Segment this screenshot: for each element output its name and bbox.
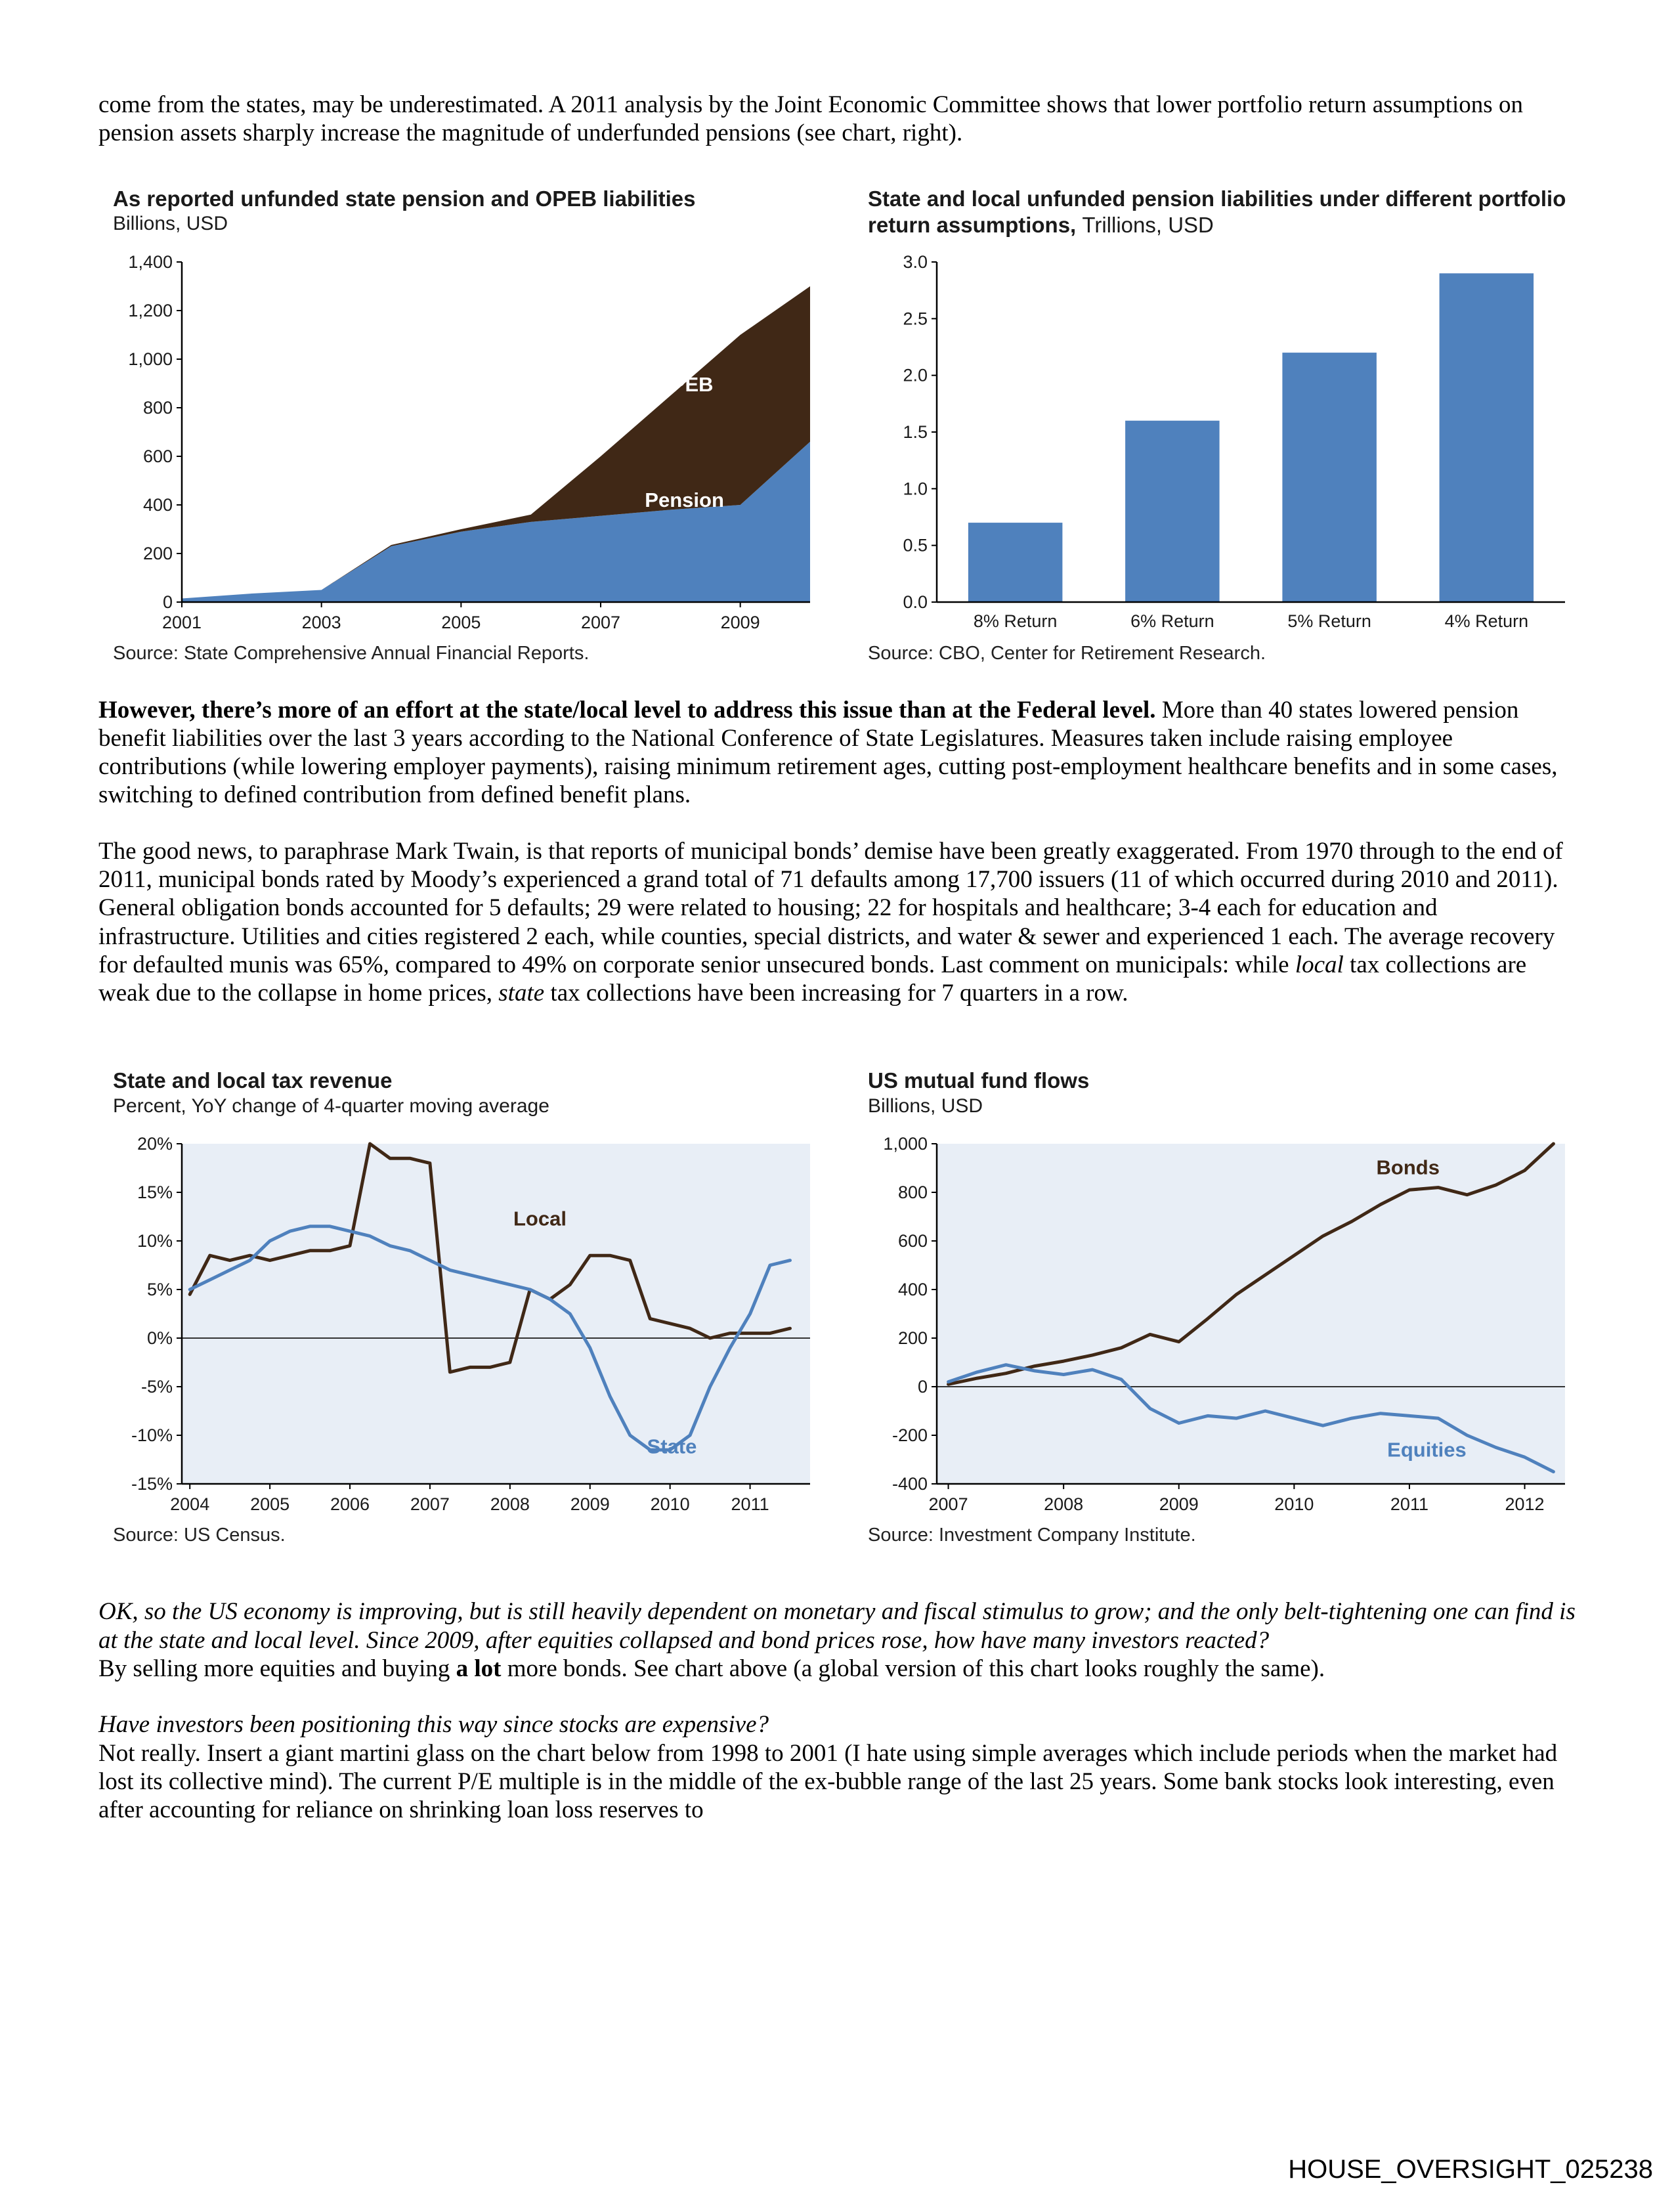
x-tick-label: 5% Return [1287, 611, 1371, 631]
y-tick-label: 400 [142, 494, 173, 515]
tax-revenue-line-chart [113, 1135, 822, 1522]
y-tick-label: 1,000 [883, 1135, 928, 1154]
x-tick-label: 4% Return [1444, 611, 1529, 631]
y-tick-label: 2.0 [903, 365, 928, 385]
y-tick-label: 10% [137, 1231, 173, 1251]
series-label-equities: Equities [1387, 1438, 1467, 1462]
chart-fund-flows [868, 1068, 1577, 1546]
x-tick-label: 2007 [580, 612, 621, 632]
x-tick-label: 2012 [1505, 1494, 1545, 1515]
y-tick-label: 0 [162, 592, 173, 612]
y-tick-label: -5% [140, 1377, 173, 1397]
x-tick-label: 2003 [301, 612, 341, 632]
y-tick-label: 3.0 [903, 252, 928, 272]
y-tick-label: 1.0 [903, 478, 928, 498]
y-tick-label: 0% [146, 1328, 173, 1349]
x-tick-label: 2011 [731, 1494, 769, 1515]
y-tick-label: 15% [137, 1182, 173, 1203]
return-assumptions-bar-chart [868, 253, 1577, 640]
x-tick-label: 2008 [490, 1494, 530, 1515]
bar-4-return [1440, 273, 1534, 602]
chart-title: As reported unfunded state pension and OPEB liabilities [113, 186, 696, 211]
y-tick-label: 1,400 [128, 252, 173, 272]
y-tick-label: 1,000 [128, 349, 173, 369]
paragraph-ok-question: OK, so the US economy is improving, but is still heavily dependent on monetary and fiscal stimulus to grow; and the only belt-tightening one can find is at the state and local level. Since 2009, after equities collapsed and bond prices rose, how have many investors reacted? [98, 1598, 1576, 1654]
x-tick-label: 2007 [410, 1494, 450, 1515]
y-tick-label: 800 [142, 397, 173, 418]
chart-source: Source: CBO, Center for Retirement Research. [868, 642, 1266, 664]
x-tick-label: 2011 [1390, 1494, 1428, 1515]
bar-5-return [1282, 353, 1376, 602]
chart-source: Source: State Comprehensive Annual Financial Reports. [113, 642, 590, 664]
x-tick-label: 2010 [1274, 1494, 1314, 1515]
y-tick-label: -200 [891, 1425, 928, 1446]
x-tick-label: 2004 [170, 1494, 210, 1515]
chart-header [113, 1068, 822, 1131]
series-label-local: Local [513, 1207, 567, 1230]
bold-lead: However, there’s more of an effort at the state/local level to address this issue than at the Federal level. [98, 696, 1156, 724]
y-tick-label: 400 [897, 1280, 928, 1300]
chart-subtitle: Billions, USD [868, 1095, 983, 1117]
paragraph-positioning-question: Have investors been positioning this way since stocks are expensive? [98, 1711, 769, 1739]
y-tick-label: -10% [131, 1425, 173, 1446]
text-segment: more bonds. See chart above (a global version of this chart looks roughly the same). [501, 1655, 1325, 1682]
chart-header [868, 186, 1577, 249]
x-tick-label: 6% Return [1130, 611, 1214, 631]
y-tick-label: 200 [897, 1328, 928, 1349]
x-tick-label: 2005 [250, 1494, 290, 1515]
bar-6-return [1125, 420, 1220, 601]
series-label-opeb: OPEB [655, 372, 714, 396]
x-tick-label: 2008 [1044, 1494, 1084, 1515]
charts-row-2 [113, 1068, 1576, 1546]
y-tick-label: 600 [897, 1231, 928, 1251]
y-tick-label: 2.5 [903, 308, 928, 328]
chart-source: Source: US Census. [113, 1525, 286, 1546]
bar-8-return [968, 523, 1063, 602]
pension-opeb-stacked-area-chart [113, 253, 822, 640]
text-segment: tax collections have been increasing for 7 quarters in a row. [544, 980, 1128, 1007]
x-tick-label: 2010 [650, 1494, 690, 1515]
y-tick-label: 0.0 [903, 592, 928, 612]
y-tick-label: -15% [131, 1474, 173, 1494]
chart-title [868, 186, 1577, 239]
x-tick-label: 2006 [330, 1494, 370, 1515]
paragraph-good-news [98, 837, 1576, 1008]
series-label-pension: Pension [645, 488, 724, 511]
paragraph-state-local-effort [98, 696, 1576, 810]
x-tick-label: 2007 [928, 1494, 968, 1515]
x-tick-label: 2009 [1159, 1494, 1199, 1515]
x-tick-label: 8% Return [973, 611, 1058, 631]
y-tick-label: 20% [137, 1135, 173, 1154]
y-tick-label: 200 [142, 543, 173, 563]
chart-subtitle: Billions, USD [113, 212, 228, 234]
italic-local: local [1295, 951, 1344, 978]
italic-state: state [498, 980, 545, 1007]
text-segment: tax collections are weak due to the collapse in home prices, [98, 951, 1527, 1007]
y-tick-label: 800 [897, 1182, 928, 1203]
chart-title-units: Trillions, USD [1082, 212, 1214, 237]
y-tick-label: 0 [917, 1377, 928, 1397]
x-tick-label: 2005 [441, 612, 481, 632]
series-label-bonds: Bonds [1376, 1156, 1440, 1179]
document-id-footer: HOUSE_OVERSIGHT_025238 [1288, 2155, 1653, 2184]
x-tick-label: 2001 [161, 612, 202, 632]
plot-area [182, 1144, 810, 1484]
chart-header [113, 186, 822, 249]
y-tick-label: 0.5 [903, 535, 928, 555]
y-tick-label: 600 [142, 446, 173, 466]
y-tick-label: 5% [146, 1280, 173, 1300]
y-tick-label: 1.5 [903, 422, 928, 442]
chart-pension-opeb [113, 186, 822, 664]
paragraph-positioning-answer: Not really. Insert a giant martini glass on the chart below from 1998 to 2001 (I hate using simple averages which include periods when the market had lost its collective mind). The current P/E multiple is in the middle of the ex-bubble range of the last 25 years. Some bank stocks look interesting, even after accounting for reliance on shrinking loan loss reserves to [98, 1739, 1558, 1824]
charts-row-1 [113, 186, 1576, 664]
chart-tax-revenue [113, 1068, 822, 1546]
chart-header [868, 1068, 1577, 1131]
paragraph-rest: More than 40 states lowered pension benefit liabilities over the last 3 years according to the National Conference of State Legislatures. Measures taken include raising employee contributions (while lowering employer payments), raising minimum retirement ages, cutting post-employment healthcare benefits and in some cases, switching to defined contribution from defined benefit plans. [98, 696, 1558, 809]
chart-title-bold: State and local unfunded pension liabilities under different portfolio return assumptions, [868, 186, 1566, 237]
chart-source: Source: Investment Company Institute. [868, 1525, 1196, 1546]
chart-title: State and local tax revenue [113, 1068, 393, 1093]
x-tick-label: 2009 [720, 612, 760, 632]
chart-title: US mutual fund flows [868, 1068, 1090, 1093]
y-tick-label: 1,200 [128, 300, 173, 320]
y-tick-label: -400 [891, 1474, 928, 1494]
chart-return-assumptions [868, 186, 1577, 664]
text-segment: By selling more equities and buying [98, 1655, 456, 1682]
paragraph-ok-answer [98, 1655, 1576, 1683]
series-label-state: State [647, 1435, 697, 1458]
bold-a-lot: a lot [456, 1655, 502, 1682]
intro-paragraph: come from the states, may be underestimated. A 2011 analysis by the Joint Economic Committee shows that lower portfolio return assumptions on pension assets sharply increase the magnitude of underfunded pensions (see chart, right). [98, 91, 1523, 147]
fund-flows-line-chart [868, 1135, 1577, 1522]
x-tick-label: 2009 [570, 1494, 610, 1515]
chart-subtitle: Percent, YoY change of 4-quarter moving average [113, 1095, 549, 1117]
text-segment: The good news, to paraphrase Mark Twain, is that reports of municipal bonds’ demise have been greatly exaggerated. From 1970 through to the end of 2011, municipal bonds rated by Moody’s experienced a grand total of 71 defaults among 17,700 issuers (11 of which occurred during 2010 and 2011). General obligation bonds accounted for 5 defaults; 29 were related to housing; 22 for hospitals and healthcare; 3-4 each for education and infrastructure. Utilities and cities registered 2 each, while counties, special districts, and water & sewer and experienced 1 each. The average recovery for defaulted munis was 65%, compared to 49% on corporate senior unsecured bonds. Last comment on municipals: while [98, 837, 1563, 978]
